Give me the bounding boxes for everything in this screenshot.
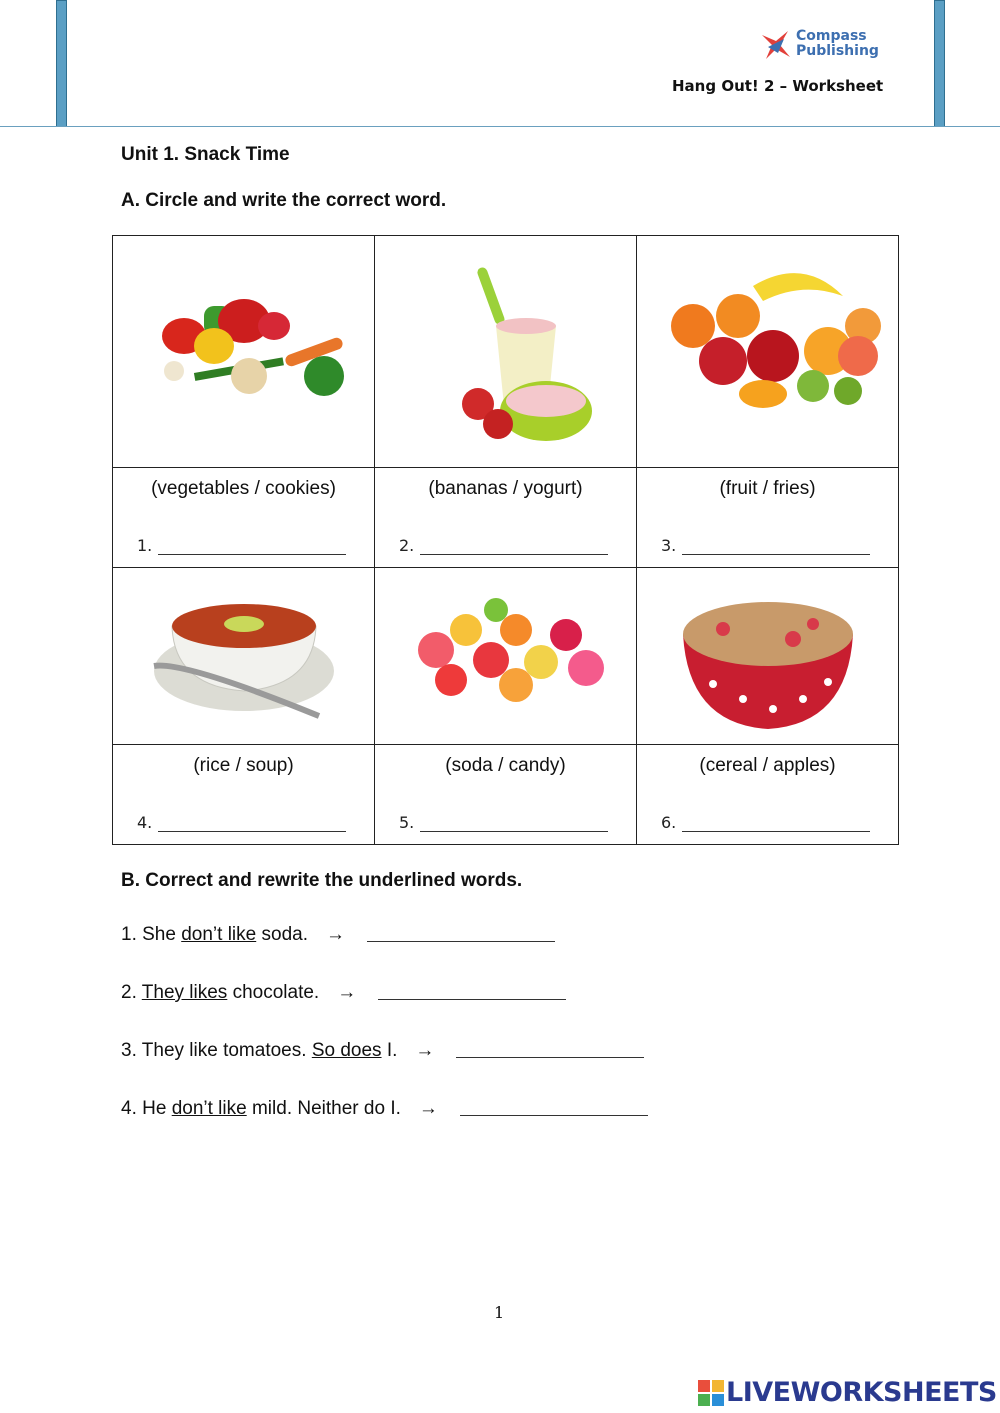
label-cell-4 <box>113 745 375 845</box>
liveworksheets-logo <box>698 1377 997 1408</box>
header-bar-right <box>934 0 945 127</box>
image-cell-1 <box>113 236 375 468</box>
sentence-4 <box>121 1098 648 1120</box>
arrow-icon: → <box>325 924 345 945</box>
section-b-title: B. Correct and rewrite the underlined words. <box>121 870 523 891</box>
image-cell-3 <box>637 236 899 468</box>
answer-line-5[interactable] <box>420 830 608 832</box>
rewrite-line-3[interactable] <box>456 1056 644 1058</box>
choice-text-5: (soda / candy) <box>445 755 566 776</box>
choice-text-1: (vegetables / cookies) <box>151 478 336 499</box>
unit-title: Unit 1. Snack Time <box>121 144 290 165</box>
sentence-1-underlined: don’t like <box>181 924 257 945</box>
label-cell-2 <box>375 468 637 568</box>
sentence-2 <box>121 982 566 1004</box>
choice-text-6: (cereal / apples) <box>699 755 836 776</box>
rewrite-line-1[interactable] <box>367 940 555 942</box>
item-number-2: 2. <box>399 536 415 555</box>
rewrite-line-2[interactable] <box>378 998 566 1000</box>
sentence-3-underlined: So does <box>311 1040 382 1061</box>
liveworksheets-icon <box>698 1380 724 1406</box>
page-number: 1 <box>494 1303 505 1322</box>
logo-line2: Publishing <box>796 43 879 59</box>
image-cell-2 <box>375 236 637 468</box>
label-cell-5 <box>375 745 637 845</box>
worksheet-subtitle: Hang Out! 2 – Worksheet <box>672 77 884 95</box>
exercise-grid <box>112 235 899 845</box>
sentence-2-post: chocolate. <box>227 982 320 1003</box>
sentence-1-pre: 1. She <box>121 924 182 945</box>
sentence-4-underlined: don’t like <box>171 1098 247 1119</box>
compass-publishing-logo <box>758 27 878 67</box>
answer-line-1[interactable] <box>158 553 346 555</box>
sentence-3-pre: 3. They like tomatoes. <box>121 1040 312 1061</box>
item-number-6: 6. <box>661 813 677 832</box>
sentence-4-pre: 4. He <box>121 1098 172 1119</box>
rewrite-line-4[interactable] <box>460 1114 648 1116</box>
image-cell-5 <box>375 568 637 745</box>
sentence-2-pre: 2. <box>121 982 142 1003</box>
fruit-image <box>653 256 883 416</box>
footer-brand: LIVEWORKSHEETS <box>726 1377 997 1408</box>
label-cell-1 <box>113 468 375 568</box>
arrow-icon: → <box>337 982 357 1003</box>
cereal-image <box>673 584 863 734</box>
candy-image <box>396 590 616 720</box>
arrow-icon: → <box>415 1040 435 1061</box>
answer-line-2[interactable] <box>420 553 608 555</box>
choice-text-2: (bananas / yogurt) <box>428 478 583 499</box>
yogurt-image <box>416 256 596 456</box>
logo-line1: Compass <box>796 28 867 44</box>
item-number-5: 5. <box>399 813 415 832</box>
label-cell-6 <box>637 745 899 845</box>
choice-text-3: (fruit / fries) <box>719 478 816 499</box>
item-number-4: 4. <box>137 813 153 832</box>
section-a-title: A. Circle and write the correct word. <box>121 190 447 211</box>
sentence-1-post: soda. <box>256 924 308 945</box>
image-cell-6 <box>637 568 899 745</box>
sentence-2-underlined: They likes <box>141 982 228 1003</box>
label-cell-3 <box>637 468 899 568</box>
sentence-4-post: mild. Neither do I. <box>246 1098 401 1119</box>
item-number-3: 3. <box>661 536 677 555</box>
image-cell-4 <box>113 568 375 745</box>
soup-image <box>144 586 344 726</box>
choice-text-4: (rice / soup) <box>193 755 294 776</box>
item-number-1: 1. <box>137 536 153 555</box>
sentence-3 <box>121 1040 644 1062</box>
answer-line-6[interactable] <box>682 830 870 832</box>
sentence-1 <box>121 924 555 946</box>
header-divider <box>0 126 1000 127</box>
answer-line-3[interactable] <box>682 553 870 555</box>
header-bar-left <box>56 0 67 127</box>
vegetables-image <box>134 266 354 426</box>
compass-star-icon <box>758 27 794 63</box>
arrow-icon: → <box>418 1098 438 1119</box>
sentence-3-post: I. <box>381 1040 398 1061</box>
answer-line-4[interactable] <box>158 830 346 832</box>
